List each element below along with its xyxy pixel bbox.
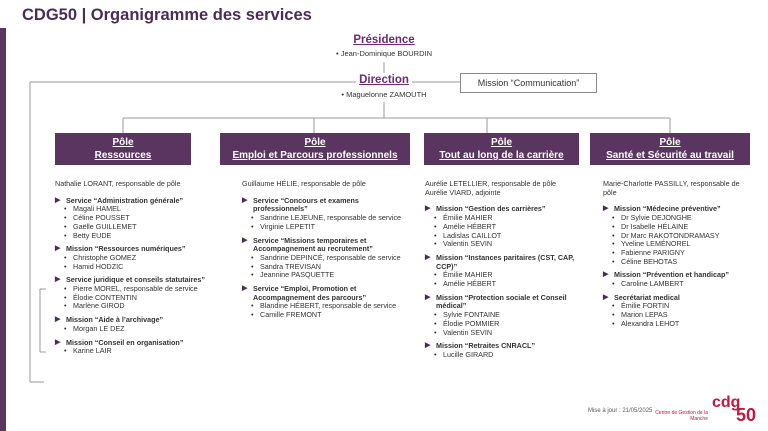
service-block bbox=[425, 254, 580, 289]
staff-member: • Sandrine DEPINCÉ, responsable de service bbox=[242, 254, 410, 263]
service-block bbox=[425, 294, 580, 338]
staff-member: • Dr Isabelle HÉLAINE bbox=[603, 223, 753, 232]
staff-member: • Karine LAIR bbox=[55, 347, 215, 356]
cdg-logo-number: 50 bbox=[736, 405, 757, 425]
staff-member: • Émilie MAHIER bbox=[425, 214, 580, 223]
staff-member: • Yveline LEMÉNOREL bbox=[603, 240, 753, 249]
staff-member: • Lucille GIRARD bbox=[425, 351, 580, 360]
arrow-bullet-icon: ▶ bbox=[55, 196, 61, 204]
service-title-text: Mission “Ressources numériques” bbox=[66, 244, 186, 254]
staff-member: • Dr Marc RAKOTONDRAMASY bbox=[603, 232, 753, 241]
direction-person: • Maguelonne ZAMOUTH bbox=[341, 90, 427, 99]
staff-member: • Christophe GOMEZ bbox=[55, 254, 215, 263]
arrow-bullet-icon: ▶ bbox=[242, 285, 248, 293]
service-title bbox=[242, 285, 410, 302]
service-title-text: Service “Administration générale” bbox=[66, 195, 184, 205]
pole-responsible: Nathalie LORANT, responsable de pôle bbox=[55, 179, 181, 188]
pole-sante-header: Pôle Santé et Sécurité au travail bbox=[590, 133, 750, 165]
staff-member: • Céline POUSSET bbox=[55, 214, 215, 223]
arrow-bullet-icon: ▶ bbox=[55, 276, 61, 284]
arrow-bullet-icon: ▶ bbox=[425, 293, 431, 301]
arrow-bullet-icon: ▶ bbox=[55, 316, 61, 324]
service-title-text: Mission “Retraites CNRACL” bbox=[436, 341, 536, 351]
cdg-logo-text: cdg bbox=[712, 394, 741, 411]
service-block bbox=[603, 205, 753, 266]
direction-heading: Direction bbox=[359, 74, 409, 86]
service-title-text: Service juridique et conseils statutaires” bbox=[66, 275, 206, 285]
service-block bbox=[55, 339, 215, 356]
arrow-bullet-icon: ▶ bbox=[425, 342, 431, 350]
service-block bbox=[242, 197, 410, 232]
pole-responsible: Marie-Charlotte PASSILLY, responsable de pôle bbox=[603, 179, 740, 197]
staff-member: • Morgan LE DEZ bbox=[55, 325, 215, 334]
service-title bbox=[242, 197, 410, 214]
staff-member: • Alexandra LEHOT bbox=[603, 320, 753, 329]
service-title-text: Mission “Aide à l’archivage” bbox=[66, 315, 164, 325]
staff-member: • Amélie HÉBERT bbox=[425, 223, 580, 232]
service-title-text: Mission “Instances paritaires (CST, CAP, CCP)” bbox=[436, 252, 575, 271]
pole-sante-column bbox=[603, 180, 753, 329]
staff-member: • Dr Sylvie DEJONGHE bbox=[603, 214, 753, 223]
service-block bbox=[55, 316, 215, 333]
service-title-text: Mission “Conseil en organisation” bbox=[66, 337, 184, 347]
staff-member: • Ladislas CAILLOT bbox=[425, 232, 580, 241]
staff-member: • Jeannine PASQUETTE bbox=[242, 271, 410, 280]
service-block bbox=[55, 276, 215, 311]
staff-member: • Amélie HÉBERT bbox=[425, 280, 580, 289]
staff-member: • Élodie CONTENTIN bbox=[55, 294, 215, 303]
service-block bbox=[425, 205, 580, 249]
update-date: Mise à jour : 21/05/2025 bbox=[588, 408, 653, 414]
staff-member: • Virginie LEPETIT bbox=[242, 223, 410, 232]
arrow-bullet-icon: ▶ bbox=[55, 245, 61, 253]
cdg-logo-caption: Centre de Gestion de la Manche bbox=[655, 410, 708, 422]
arrow-bullet-icon: ▶ bbox=[242, 236, 248, 244]
service-title bbox=[425, 254, 580, 271]
presidence-person: • Jean-Dominique BOURDIN bbox=[335, 49, 432, 58]
presidence-heading: Présidence bbox=[353, 34, 415, 46]
service-title-text: Mission “Protection sociale et Conseil médical” bbox=[436, 292, 567, 311]
service-title-text: Service “Concours et examens professionnels” bbox=[253, 195, 359, 214]
pole-ressources-header: Pôle Ressources bbox=[55, 133, 191, 165]
arrow-bullet-icon: ▶ bbox=[242, 196, 248, 204]
staff-member: • Fabienne PARIGNY bbox=[603, 249, 753, 258]
staff-member: • Valentin SEVIN bbox=[425, 240, 580, 249]
arrow-bullet-icon: ▶ bbox=[425, 205, 431, 213]
staff-member: • Hamid HODZIC bbox=[55, 263, 215, 272]
pole-emploi-header: Pôle Emploi et Parcours professionnels bbox=[220, 133, 410, 165]
arrow-bullet-icon: ▶ bbox=[603, 293, 609, 301]
service-title-text: Service “Emploi, Promotion et Accompagnement des parcours” bbox=[253, 284, 367, 302]
pole-responsible: Aurélie LETELLIER, responsable de pôle Aurélie VIARD, adjointe bbox=[425, 179, 557, 197]
page-title: CDG50 | Organigramme des services bbox=[22, 6, 312, 24]
staff-member: • Céline BEHOTAS bbox=[603, 258, 753, 267]
staff-member: • Camille FREMONT bbox=[242, 311, 410, 320]
staff-member: • Betty EUDE bbox=[55, 232, 215, 241]
service-title-text: Mission “Prévention et handicap” bbox=[614, 270, 730, 280]
staff-member: • Émilie MAHIER bbox=[425, 271, 580, 280]
pole-carriere-header: Pôle Tout au long de la carrière bbox=[424, 133, 579, 165]
service-block bbox=[425, 342, 580, 359]
pole-emploi-column bbox=[242, 180, 410, 320]
service-block bbox=[242, 237, 410, 281]
pole-ressources-column bbox=[55, 180, 215, 356]
staff-member: • Sandra TREVISAN bbox=[242, 263, 410, 272]
service-title-text: Mission “Gestion des carrières” bbox=[436, 204, 546, 214]
arrow-bullet-icon: ▶ bbox=[603, 271, 609, 279]
arrow-bullet-icon: ▶ bbox=[425, 253, 431, 261]
service-title-text: Mission “Médecine préventive” bbox=[614, 204, 721, 214]
staff-member: • Marion LEPAS bbox=[603, 311, 753, 320]
arrow-bullet-icon: ▶ bbox=[55, 338, 61, 346]
mission-communication-box: Mission “Communication” bbox=[460, 73, 597, 93]
staff-member: • Valentin SEVIN bbox=[425, 329, 580, 338]
service-title-text: Service “Missions temporaires et Accompagnement au recrutement” bbox=[253, 235, 373, 254]
staff-member: • Élodie POMMIER bbox=[425, 320, 580, 329]
arrow-bullet-icon: ▶ bbox=[603, 205, 609, 213]
service-title bbox=[242, 237, 410, 254]
service-block bbox=[242, 285, 410, 320]
staff-member: • Gaëlle GUILLEMET bbox=[55, 223, 215, 232]
staff-member: • Caroline LAMBERT bbox=[603, 280, 753, 289]
staff-member: • Sylvie FONTAINE bbox=[425, 311, 580, 320]
service-block bbox=[603, 271, 753, 288]
service-block bbox=[603, 294, 753, 329]
service-title bbox=[425, 294, 580, 311]
pole-carriere-column bbox=[425, 180, 580, 360]
service-block bbox=[55, 197, 215, 241]
staff-member: • Émilie FORTIN bbox=[603, 302, 753, 311]
service-block bbox=[55, 245, 215, 271]
staff-member: • Sandrine LEJEUNE, responsable de service bbox=[242, 214, 410, 223]
staff-member: • Blandine HÉBERT, responsable de service bbox=[242, 302, 410, 311]
staff-member: • Pierre MOREL, responsable de service bbox=[55, 285, 215, 294]
staff-member: • Marlène GIROD bbox=[55, 302, 215, 311]
pole-responsible: Guillaume HÉLIE, responsable de pôle bbox=[242, 179, 366, 188]
staff-member: • Magali HAMEL bbox=[55, 205, 215, 214]
service-title-text: Secrétariat medical bbox=[614, 292, 680, 302]
